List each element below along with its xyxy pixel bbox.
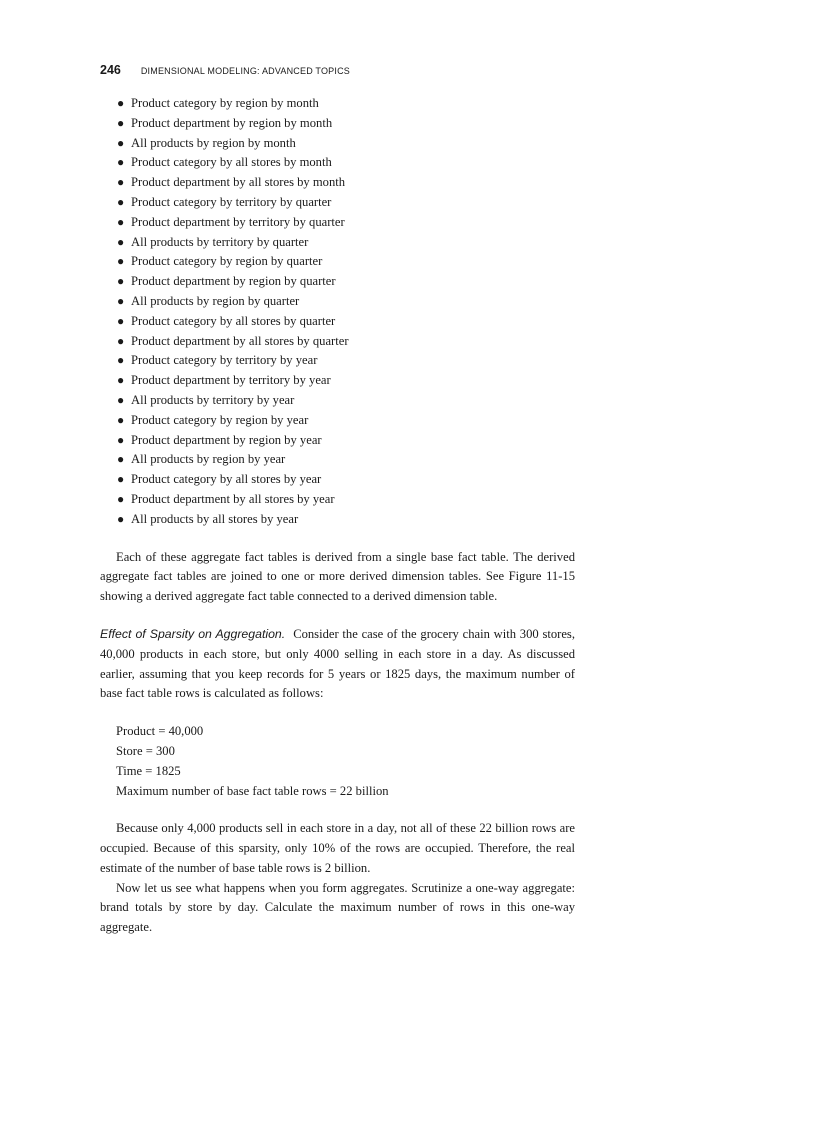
list-item: ● All products by all stores by year — [117, 510, 575, 530]
bullet-icon: ● — [117, 313, 125, 328]
calc-product: Product = 40,000 — [116, 724, 204, 739]
bullet-icon: ● — [117, 115, 125, 130]
calc-time: Time = 1825 — [116, 763, 181, 778]
bullet-icon: ● — [117, 333, 125, 348]
bullet-icon: ● — [117, 254, 125, 269]
list-item: ● Product category by all stores by year — [117, 470, 575, 490]
list-item: ● All products by region by month — [117, 134, 575, 154]
paragraph-sparsity — [100, 625, 575, 704]
page-body — [100, 94, 575, 938]
bullet-icon: ● — [117, 293, 125, 308]
list-item: ● All products by territory by quarter — [117, 233, 575, 253]
paragraph-aggregates: Now let us see what happens when you form aggregates. Scrutinize a one-way aggregate: brand totals by store by day. Calculate the maximum number of rows in this one-way aggregate. — [100, 880, 575, 935]
section-heading: Effect of Sparsity on Aggregation. — [100, 626, 286, 641]
bullet-icon: ● — [117, 412, 125, 427]
list-item: ● Product category by region by year — [117, 411, 575, 431]
list-item: ● Product category by region by quarter — [117, 252, 575, 272]
running-head: DIMENSIONAL MODELING: ADVANCED TOPICS — [140, 66, 350, 76]
list-item: ● Product department by region by year — [117, 431, 575, 451]
list-item: ● All products by region by quarter — [117, 292, 575, 312]
bullet-icon: ● — [117, 472, 125, 487]
list-item: ● All products by territory by year — [117, 391, 575, 411]
paragraph-occupancy: Because only 4,000 products sell in each store in a day, not all of these 22 billion rows are occupied. Because of this sparsity, only 10% of the rows are occupied. Therefore, the real estimate of the number of base table rows is 2 billion. — [100, 821, 575, 875]
calculation-block — [116, 722, 575, 801]
bullet-icon: ● — [117, 511, 125, 526]
calc-maximum: Maximum number of base fact table rows = 22 billion — [116, 783, 389, 798]
list-item: ● Product department by region by quarter — [117, 272, 575, 292]
list-item: ● All products by region by year — [117, 450, 575, 470]
list-item: ● Product category by all stores by quarter — [117, 312, 575, 332]
list-item: ● Product department by all stores by year — [117, 490, 575, 510]
bullet-icon: ● — [117, 155, 125, 170]
list-item: ● Product category by all stores by month — [117, 153, 575, 173]
list-item: ● Product category by territory by quarter — [117, 193, 575, 213]
bullet-icon: ● — [117, 234, 125, 249]
list-item: ● Product department by all stores by month — [117, 173, 575, 193]
list-item: ● Product department by territory by year — [117, 371, 575, 391]
bullet-icon: ● — [117, 274, 125, 289]
bullet-icon: ● — [117, 452, 125, 467]
calc-store: Store = 300 — [116, 743, 175, 758]
bullet-icon: ● — [117, 96, 125, 110]
list-item: ● Product category by territory by year — [117, 351, 575, 371]
list-item: ● Product department by territory by quarter — [117, 213, 575, 233]
bullet-icon: ● — [117, 432, 125, 447]
bullet-icon: ● — [117, 392, 125, 407]
aggregate-list — [100, 94, 575, 530]
bullet-icon: ● — [117, 135, 125, 150]
bullet-icon: ● — [117, 175, 125, 190]
page-header — [100, 63, 350, 77]
list-item: ● Product department by all stores by quarter — [117, 332, 575, 352]
bullet-icon: ● — [117, 491, 125, 506]
list-item: ● Product department by region by month — [117, 114, 575, 134]
bullet-icon: ● — [117, 194, 125, 209]
paragraph-derived-tables: Each of these aggregate fact tables is derived from a single base fact table. The derived aggregate fact tables are joined to one or more derived dimension tables. See Figure 11-15 showing a derived aggregate fact table connected to a derived dimension table. — [100, 549, 575, 604]
page-number: 246 — [100, 63, 121, 77]
section-text: Consider the case of the grocery chain with 300 stores, 40,000 products in each store, but only 4000 selling in each store in a day. As discussed earlier, assuming that you keep records for 5 years or 1825 days, the maximum number of base fact table rows is calculated as follows: — [100, 626, 575, 701]
bullet-icon: ● — [117, 353, 125, 368]
bullet-icon: ● — [117, 373, 125, 388]
bullet-icon: ● — [117, 214, 125, 229]
list-item: ● Product category by region by month — [117, 94, 575, 114]
